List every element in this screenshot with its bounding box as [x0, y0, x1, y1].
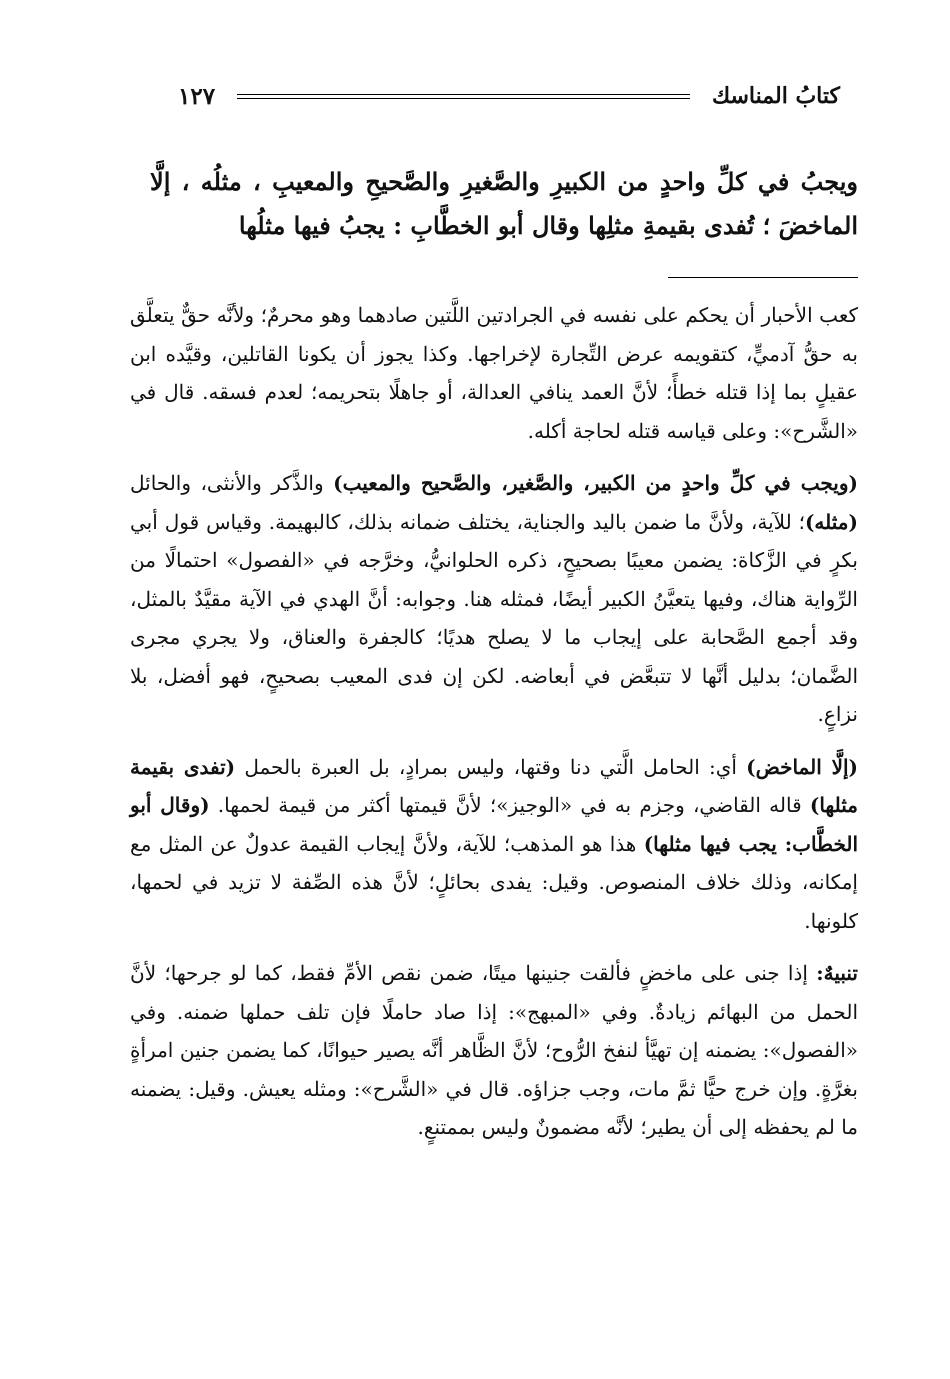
commentary	[130, 296, 858, 1161]
commentary-text: والذَّكر والأنثى، والحائل	[130, 471, 334, 495]
commentary-text: إذا جنى على ماخضٍ فألقت جنينها ميتًا، ضمن نقص الأمِّ فقط، كما لو جرحها؛ لأنَّ الحمل من البهائم زيادةٌ. وفي «المبهج»: إذا صاد حاملًا فإن تلف حملها ضمنه. وفي «الفصول»: يضمنه إن تهيَّأ لنفخ الرُّوح؛ لأنَّ الظَّاهر أنَّه يصير حيوانًا، كما يضمن جنين امرأةٍ بغرَّةٍ. وإن خرج حيًّا ثمَّ مات، وجب جزاؤه. قال في «الشَّرح»: ومثله يعيش. وقيل: يضمنه ما لم يحفظه إلى أن يطير؛ لأنَّه مضمونٌ وليس بممتنعٍ.	[130, 961, 858, 1139]
commentary-text: ؛ للآية، ولأنَّ ما ضمن باليد والجناية، يختلف ضمانه بذلك، كالبهيمة. وقياس قول أبي بكرٍ في الزَّكاة: يضمن معيبًا بصحيحٍ، ذكره الحلوانيُّ، وخرَّجه في «الفصول» احتمالًا من الرِّواية هناك، وفيها يتعيَّنُ الكبير أيضًا، فمثله هنا. وجوابه: أنَّ الهدي في الآية مقيَّدٌ بالمثل، وقد أجمع الصَّحابة على إيجاب ما لا يصلح هديًا؛ كالجفرة والعناق، ولا يجري مجرى الضَّمان؛ بدليل أنَّها لا تتبعَّض في أبعاضه. لكن إن فدى المعيب بصحيحٍ، فهو أفضل، بلا نزاعٍ.	[130, 509, 858, 726]
footnote-separator	[668, 277, 858, 278]
commentary-text: كعب الأحبار أن يحكم على نفسه في الجرادتين اللَّتين صادهما وهو محرمٌ؛ ولأنَّه حقٌّ يتعلَّق به حقُّ آدميٍّ، كتقويمه عرض التِّجارة لإخراجها. وكذا يجوز أن يكونا القاتلين، وقيَّده ابن عقيلٍ بما إذا قتله خطأً؛ لأنَّ العمد ينافي العدالة، أو جاهلًا بتحريمه؛ لعدم فسقه. قال في «الشَّرح»: وعلى قياسه قتله لحاجة أكله.	[130, 303, 859, 443]
main-text: ويجبُ في كلِّ واحدٍ من الكبيرِ والصَّغيرِ والصَّحيحِ والمعيبِ ، مثلُه ، إلَّا الماخضَ ؛ تُفدى بقيمةِ مثلِها وقال أبو الخطَّابِ : يجبُ فيها مثلُها	[150, 167, 858, 240]
commentary-paragraph-4	[130, 954, 858, 1147]
quoted-matn: (ويجب في كلِّ واحدٍ من الكبير، والصَّغير، والصَّحيح والمعيب)	[333, 471, 858, 495]
header-rule	[237, 94, 690, 99]
book-title: كتابُ المناسك	[711, 83, 840, 109]
commentary-paragraph-3	[130, 748, 858, 941]
note-label: تنبيهٌ:	[816, 961, 858, 985]
quoted-matn: (إلَّا الماخض)	[746, 754, 858, 779]
commentary-paragraph-2	[130, 464, 858, 734]
header-rule-wrap	[237, 94, 690, 99]
quoted-matn: (مثله)	[804, 509, 858, 534]
quoted-matn: (وقال أبو الخطَّاب: يجب فيها مثلها)	[130, 793, 859, 856]
quoted-matn: (تفدى بقيمة مثلها)	[130, 754, 859, 817]
commentary-text: قاله القاضي، وجزم به في «الوجيز»؛ لأنَّ قيمتها أكثر من قيمة لحمها.	[209, 793, 810, 817]
commentary-text: أي: الحامل الَّتي دنا وقتها، وليس بمرادٍ، بل العبرة بالحمل	[235, 754, 747, 779]
running-header	[178, 78, 840, 114]
commentary-text: هذا هو المذهب؛ للآية، ولأنَّ إيجاب القيمة عدولٌ عن المثل مع إمكانه، وذلك خلاف المنصوص. وقيل: يفدى بحائلٍ؛ لأنَّ هذه الصِّفة لا تزيد في لحمها، كلونها.	[130, 831, 858, 933]
page-number: ١٢٧	[178, 82, 216, 110]
commentary-paragraph-1	[130, 296, 858, 450]
